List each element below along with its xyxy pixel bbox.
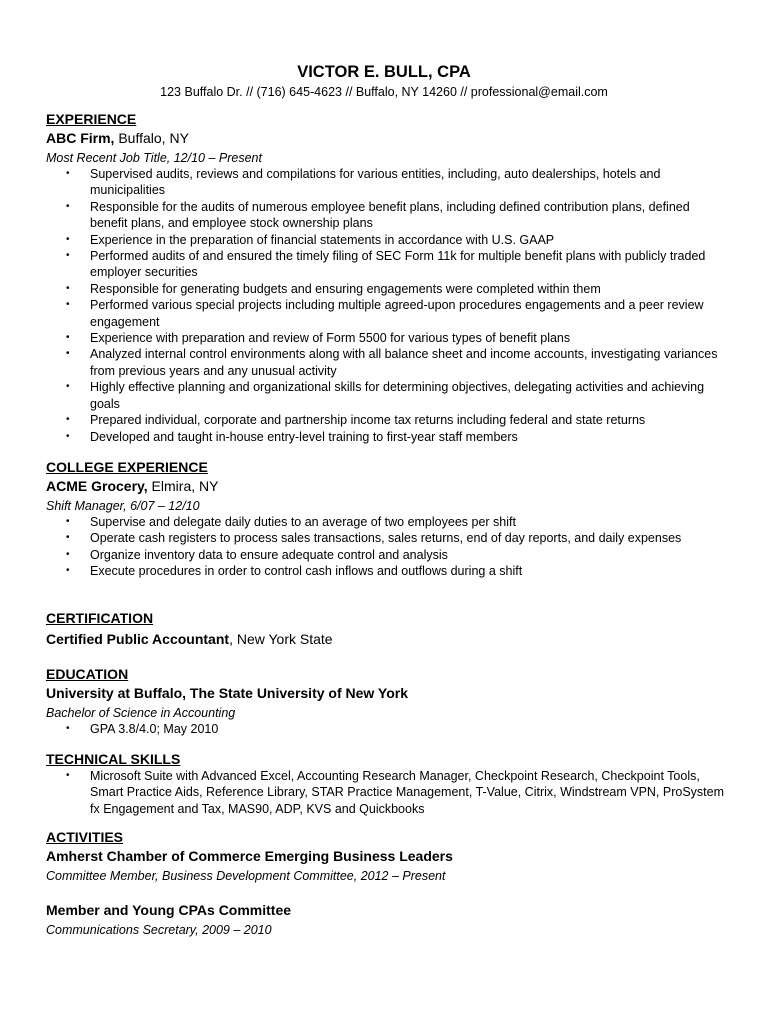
section-title-experience: EXPERIENCE [46,111,137,127]
bullet-item [46,232,730,248]
bullet-icon: • [66,381,70,393]
certification-state: , New York State [229,631,333,647]
bullet-text: Prepared individual, corporate and partnership income tax returns including federal and state returns [90,413,646,428]
bullet-text: Supervised audits, reviews and compilations for various entities, including, auto dealerships, hotels and municipalities [90,167,661,198]
bullet-icon: • [66,548,70,560]
bullet-text: Experience with preparation and review of Form 5500 for various types of benefit plans [90,331,571,346]
education-section [46,665,726,737]
employer-line [46,477,726,495]
section-title-certification: CERTIFICATION [46,610,154,626]
technical-skills-section [46,750,726,817]
school-name: University at Buffalo, The State University of New York [46,685,409,701]
bullet-text: Performed various special projects including multiple agreed-upon procedures engagements and a peer review engagement [90,298,704,329]
employer-name: ABC Firm, [46,130,115,146]
bullet-item [46,166,730,199]
bullet-item [46,547,730,563]
bullet-text: Developed and taught in-house entry-level training to first-year staff members [90,429,518,444]
bullet-icon: • [66,348,70,360]
section-title-education: EDUCATION [46,666,129,682]
bullet-item [46,379,730,412]
employer-name: ACME Grocery, [46,478,148,494]
bullet-icon: • [66,233,70,245]
section-title-activities: ACTIVITIES [46,829,124,845]
bullet-icon: • [66,299,70,311]
bullet-item [46,412,730,428]
bullet-text: Organize inventory data to ensure adequate control and analysis [90,547,448,562]
bullet-item [46,768,730,817]
certification-name: Certified Public Accountant [46,631,230,647]
experience-section [46,110,726,445]
education-bullets [46,721,726,737]
bullet-icon: • [66,770,70,781]
job-title: Most Recent Job Title, 12/10 – Present [46,151,262,165]
bullet-text: Execute procedures in order to control cash inflows and outflows during a shift [90,564,523,579]
bullet-icon: • [66,516,70,527]
college-experience-section [46,458,726,580]
bullet-icon: • [66,532,70,544]
bullet-item [46,330,730,346]
skills-bullets [46,768,726,817]
degree: Bachelor of Science in Accounting [46,706,236,720]
school-line [46,684,726,702]
bullet-text: GPA 3.8/4.0; May 2010 [90,722,219,736]
bullet-item [46,514,730,530]
bullet-text: Performed audits of and ensured the timely filing of SEC Form 11k for multiple benefit plans with publicly traded employer securities [90,249,706,280]
employer-location: Buffalo, NY [114,130,189,146]
bullet-text: Microsoft Suite with Advanced Excel, Accounting Research Manager, Checkpoint Research, Checkpoint Tools, Smart Practice Aids, Reference Library, STAR Practice Management, T-Value, Citrix, Windstream VPN, ProSystem fx Engagement and Tax, MAS90, ADP, KVS and Quickbooks [90,769,725,816]
bullet-text: Highly effective planning and organizational skills for determining objectives, delegating activities and achieving goals [90,380,705,411]
activity-org: Member and Young CPAs Committee [46,902,292,918]
employer-location: Elmira, NY [147,478,219,494]
bullet-item [46,297,730,330]
bullet-item [46,199,730,232]
college-bullets [46,514,726,580]
bullet-item [46,346,730,379]
certification-section [46,609,726,648]
bullet-icon: • [66,200,70,212]
bullet-icon: • [66,168,70,179]
activities-section [46,828,726,938]
bullet-text: Operate cash registers to process sales transactions, sales returns, end of day reports, and daily expenses [90,531,682,546]
bullet-icon: • [66,332,70,344]
bullet-icon: • [66,414,70,426]
experience-bullets [46,166,726,445]
job-title: Shift Manager, 6/07 – 12/10 [46,499,200,513]
bullet-item [46,429,730,445]
bullet-item [46,281,730,297]
bullet-item [46,563,730,579]
bullet-icon: • [66,723,70,734]
activity-role: Committee Member, Business Development Committee, 2012 – Present [46,869,446,883]
bullet-text: Supervise and delegate daily duties to an average of two employees per shift [90,515,516,529]
bullet-item [46,248,730,281]
bullet-icon: • [66,430,70,442]
bullet-icon: • [66,282,70,294]
activity-role: Communications Secretary, 2009 – 2010 [46,923,272,937]
activity-org: Amherst Chamber of Commerce Emerging Business Leaders [46,848,453,864]
contact-line: 123 Buffalo Dr. // (716) 645-4623 // Buffalo, NY 14260 // professional@email.com [160,85,608,99]
bullet-icon: • [66,565,70,577]
section-title-technical-skills: TECHNICAL SKILLS [46,751,181,767]
bullet-item [46,721,730,737]
employer-line [46,129,726,147]
bullet-icon: • [66,250,70,262]
candidate-name: VICTOR E. BULL, CPA [297,63,471,81]
section-title-college-experience: COLLEGE EXPERIENCE [46,459,208,475]
bullet-text: Responsible for the audits of numerous employee benefit plans, including defined contribution plans, defined benefit plans, and employee stock ownership plans [90,199,690,231]
bullet-text: Analyzed internal control environments along with all balance sheet and income accounts, investigating variances from previous years and any unusual activity [90,347,718,378]
certification-line [46,630,726,648]
bullet-text: Responsible for generating budgets and ensuring engagements were completed within them [90,281,601,296]
bullet-text: Experience in the preparation of financial statements in accordance with U.S. GAAP [90,232,555,247]
bullet-item [46,530,730,546]
